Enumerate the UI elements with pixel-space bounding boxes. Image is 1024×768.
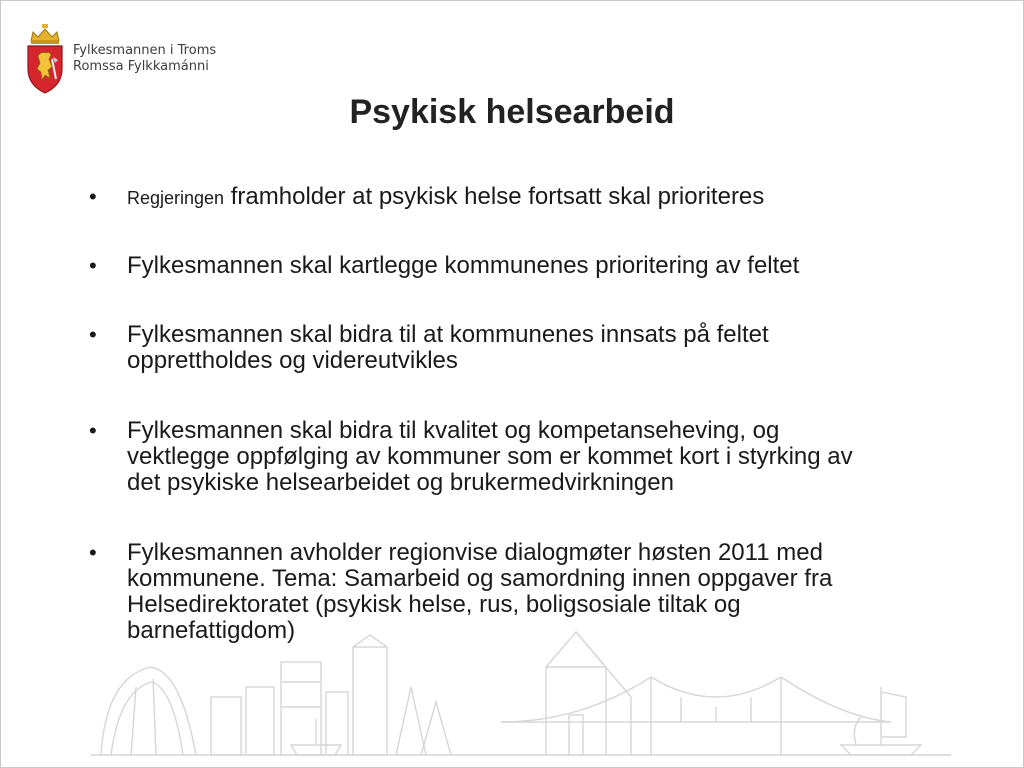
bullet-item [89,184,994,211]
bullet-line: opprettholdes og videreutvikles [127,347,458,374]
bullet-item [89,418,994,496]
logo [25,23,216,95]
bullet-line: Fylkesmannen skal bidra til kvalitet og kompetanseheving, og [127,417,780,444]
logo-line-1: Fylkesmannen i Troms [73,43,217,58]
bullet-line: Fylkesmannen skal bidra til at kommunenes innsats på feltet [127,321,769,348]
bullet-text: Fylkesmannen skal kartlegge kommunenes prioritering av feltet [127,252,800,279]
bullet-line: vektlegge oppfølging av kommuner som er kommet kort i styrking av [127,443,853,470]
bullet-item [89,322,994,374]
slide-title: Psykisk helsearbeid [349,93,675,131]
bullet-item [89,253,994,279]
bullet-dot: • [89,184,97,209]
bullet-line: kommunene. Tema: Samarbeid og samordning innen oppgaver fra [127,565,833,592]
bullet-line: barnefattigdom) [127,617,296,644]
bullet-text: framholder at psykisk helse fortsatt skal prioriteres [224,183,765,210]
bullet-line: Helsedirektoratet (psykisk helse, rus, boligsosiale tiltak og [127,591,741,618]
bullet-line: Fylkesmannen avholder regionvise dialogmøter høsten 2011 med [127,539,823,566]
bullet-line: det psykiske helsearbeidet og brukermedvirkningen [127,469,674,496]
coat-of-arms-icon [25,23,65,95]
logo-line-2: Romssa Fylkkamánni [73,59,209,74]
bullet-dot: • [89,418,97,443]
bullet-dot: • [89,540,97,565]
bullet-dot: • [89,253,97,278]
bullet-list [89,184,994,644]
logo-text [73,43,216,75]
bullet-lead: Regjeringen [127,188,225,208]
skyline-decoration-icon [91,627,951,767]
bullet-dot: • [89,322,97,347]
